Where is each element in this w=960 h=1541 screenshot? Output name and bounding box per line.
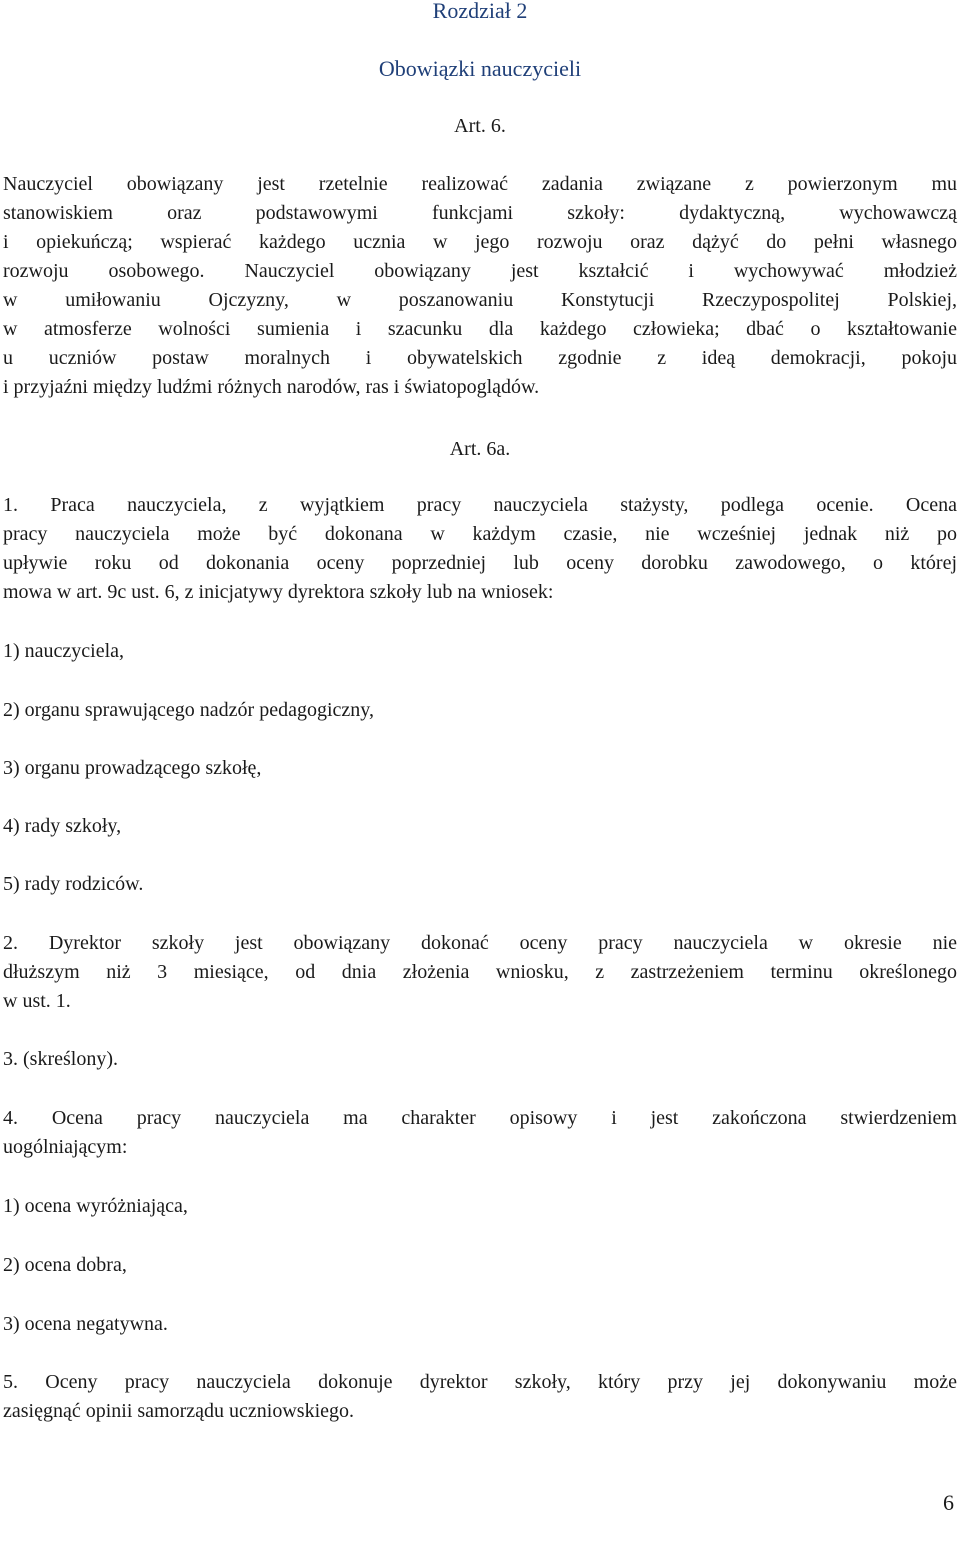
list-item: 3) ocena negatywna. [3,1313,168,1335]
list-item: 3) organu prowadzącego szkołę, [3,757,262,779]
list-item: 2) organu sprawującego nadzór pedagogiczny, [3,699,374,721]
art6-line: w atmosferze wolności sumienia i szacunku dla każdego człowieka; dbać o kształtowanie [3,318,957,340]
art6-line: i opiekuńczą; wspierać każdego ucznia w jego rozwoju oraz dążyć do pełni własnego [3,231,957,253]
art6a-p4-line: 4. Ocena pracy nauczyciela ma charakter opisowy i jest zakończona stwierdzeniem [3,1107,957,1129]
art6-line: Nauczyciel obowiązany jest rzetelnie realizować zadania związane z powierzonym mu [3,173,957,195]
art6a-p2-line: 2. Dyrektor szkoły jest obowiązany dokonać oceny pracy nauczyciela w okresie nie [3,932,957,954]
list-item: 1) nauczyciela, [3,640,125,662]
art6a-p1-line: mowa w art. 9c ust. 6, z inicjatywy dyrektora szkoły lub na wniosek: [3,581,554,603]
art6-line: rozwoju osobowego. Nauczyciel obowiązany jest kształcić i wychowywać młodzież [3,260,957,282]
chapter-heading: Rozdział 2 [432,0,528,23]
article-6a-heading: Art. 6a. [449,438,511,460]
art6a-p1-line: upływie roku od dokonania oceny poprzedniej lub oceny dorobku zawodowego, o której [3,552,957,574]
art6a-p5-line: 5. Oceny pracy nauczyciela dokonuje dyrektor szkoły, który przy jej dokonywaniu może [3,1371,957,1393]
chapter-title: Obowiązki nauczycieli [378,56,582,81]
art6a-p4-line: uogólniającym: [3,1136,128,1158]
art6a-p5-line: zasięgnąć opinii samorządu uczniowskiego. [3,1400,354,1422]
list-item: 5) rady rodziców. [3,873,144,895]
list-item: 4) rady szkoły, [3,815,122,837]
art6a-p1-line: pracy nauczyciela może być dokonana w każdym czasie, nie wcześniej jednak niż po [3,523,957,545]
page-number: 6 [943,1490,954,1515]
art6a-p3: 3. (skreślony). [3,1048,118,1070]
art6-line: u uczniów postaw moralnych i obywatelskich zgodnie z ideą demokracji, pokoju [3,347,957,369]
list-item: 2) ocena dobra, [3,1254,127,1276]
list-item: 1) ocena wyróżniająca, [3,1195,188,1217]
art6a-p1-line: 1. Praca nauczyciela, z wyjątkiem pracy nauczyciela stażysty, podlega ocenie. Ocena [3,494,957,516]
art6-line: w umiłowaniu Ojczyzny, w poszanowaniu Konstytucji Rzeczypospolitej Polskiej, [3,289,957,311]
art6-line: i przyjaźni między ludźmi różnych narodów, ras i światopoglądów. [3,376,540,398]
art6a-p2-line: dłuższym niż 3 miesiące, od dnia złożenia wniosku, z zastrzeżeniem terminu określonego [3,961,957,983]
article-6-heading: Art. 6. [454,115,506,137]
art6a-p2-line: w ust. 1. [3,990,71,1012]
art6-line: stanowiskiem oraz podstawowymi funkcjami szkoły: dydaktyczną, wychowawczą [3,202,957,224]
